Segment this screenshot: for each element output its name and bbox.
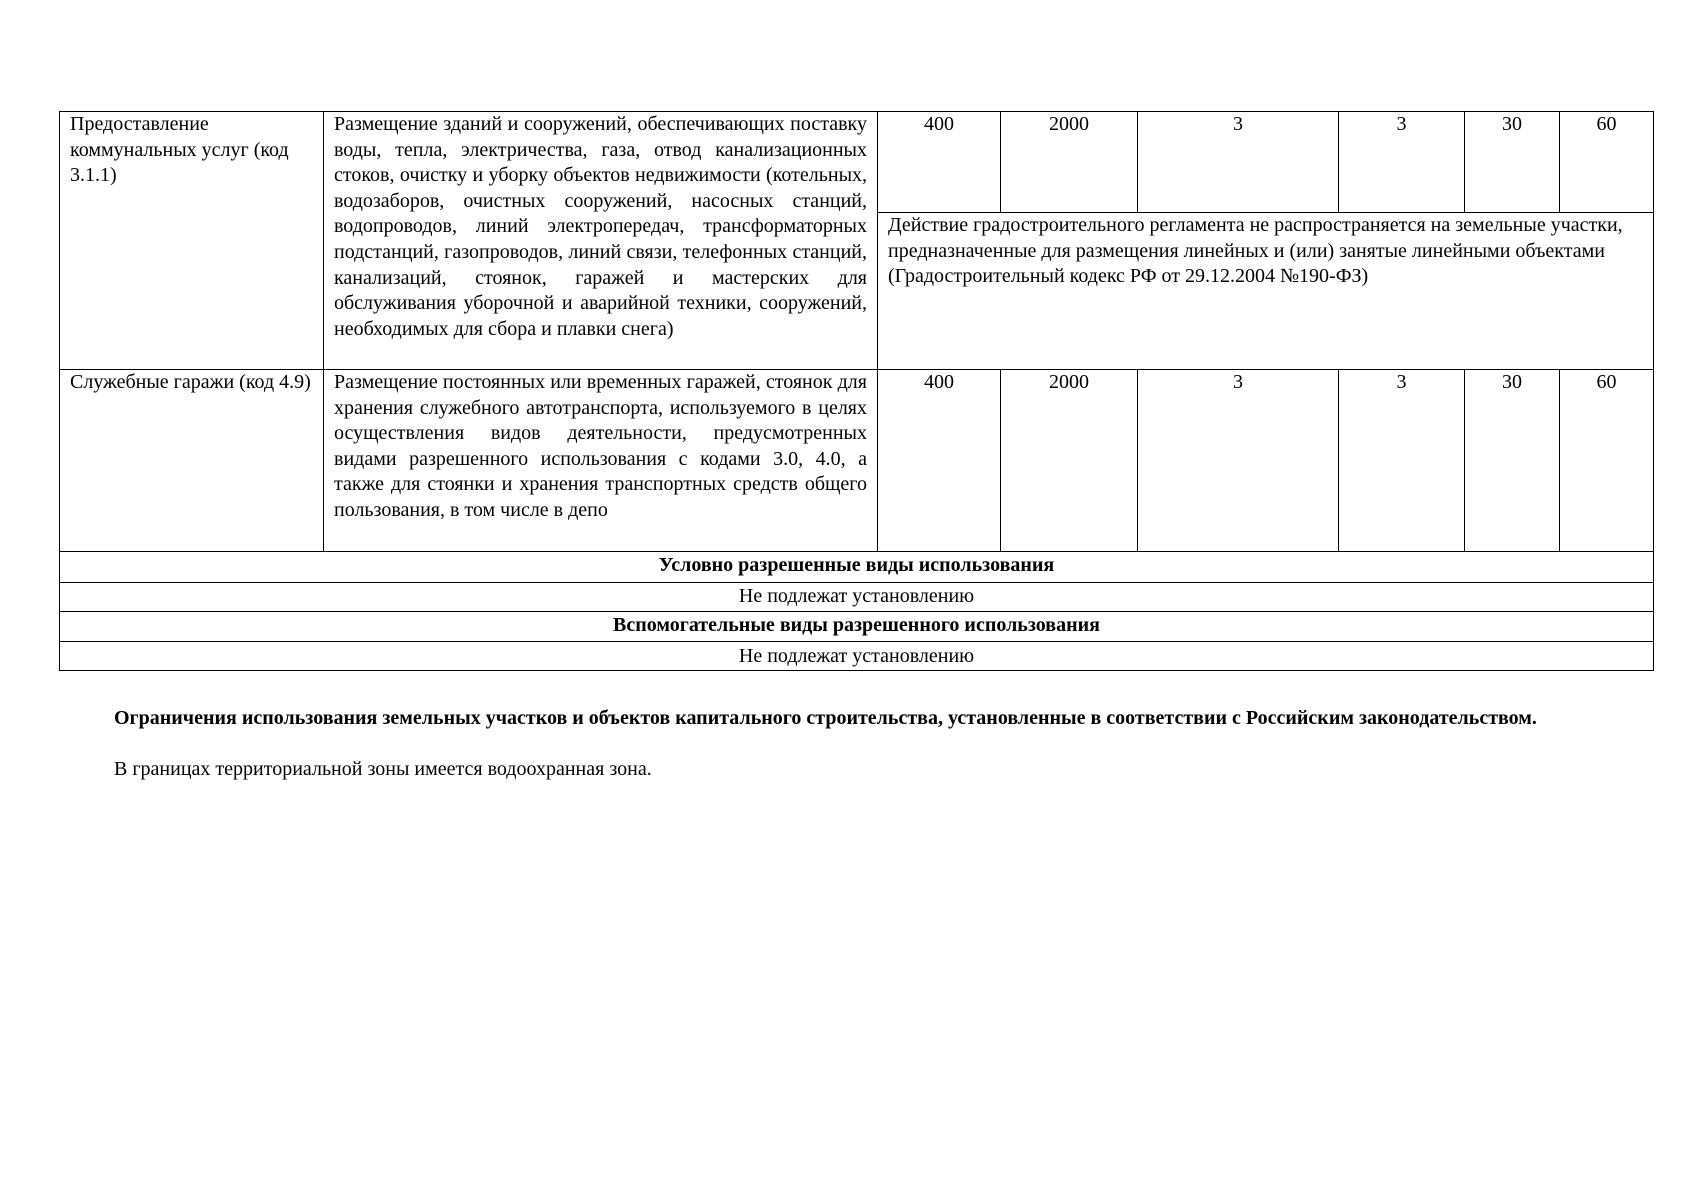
table-row-section: [60, 612, 1654, 642]
table-row-utilities: [60, 112, 1654, 213]
value-cell: 60: [1560, 370, 1654, 552]
section-value-auxiliary: Не подлежат установлению: [60, 642, 1654, 671]
value-cell: 60: [1560, 112, 1654, 213]
restrictions-title: Ограничения использования земельных участков и объектов капитального строительства, установленные в соответствии с Российским законодательством.: [114, 707, 1537, 729]
table-row-section-value: [60, 642, 1654, 671]
value-cell: 3: [1339, 370, 1465, 552]
restrictions-text: В границах территориальной зоны имеется водоохранная зона.: [114, 758, 652, 780]
use-name-cell: Предоставление коммунальных услуг (код 3.1.1): [60, 112, 324, 370]
value-cell: 3: [1339, 112, 1465, 213]
value-cell: 400: [878, 370, 1001, 552]
use-description-cell: Размещение постоянных или временных гаражей, стоянок для хранения служебного автотранспорта, используемого в целях осуществления видов деятельности, предусмотренных видами разрешенного использования с кодами 3.0, 4.0, а также для стоянки и хранения транспортных средств общего пользования, в том числе в депо: [324, 370, 878, 552]
use-name-cell: Служебные гаражи (код 4.9): [60, 370, 324, 552]
regulations-table: [59, 111, 1654, 671]
table-row-section-value: [60, 583, 1654, 612]
value-cell: 400: [878, 112, 1001, 213]
section-header-conditional: Условно разрешенные виды использования: [60, 552, 1654, 583]
regulation-note-cell: Действие градостроительного регламента не распространяется на земельные участки, предназначенные для размещения линейных и (или) занятые линейными объектами (Градостроительный кодекс РФ от 29.12.2004 №190-ФЗ): [878, 213, 1654, 370]
value-cell: 2000: [1001, 112, 1138, 213]
table-row-section: [60, 552, 1654, 583]
value-cell: 30: [1465, 112, 1560, 213]
value-cell: 3: [1138, 112, 1339, 213]
section-header-auxiliary: Вспомогательные виды разрешенного использования: [60, 612, 1654, 642]
value-cell: 3: [1138, 370, 1339, 552]
use-description-cell: Размещение зданий и сооружений, обеспечивающих поставку воды, тепла, электричества, газа, отвод канализационных стоков, очистку и уборку объектов недвижимости (котельных, водозаборов, очистных сооружений, насосных станций, водопроводов, линий электропередач, трансформаторных подстанций, газопроводов, линий связи, телефонных станций, канализаций, стоянок, гаражей и мастерских для обслуживания уборочной и аварийной техники, сооружений, необходимых для сбора и плавки снега): [324, 112, 878, 370]
section-value-conditional: Не подлежат установлению: [60, 583, 1654, 612]
value-cell: 2000: [1001, 370, 1138, 552]
table-row-garages: [60, 370, 1654, 552]
value-cell: 30: [1465, 370, 1560, 552]
